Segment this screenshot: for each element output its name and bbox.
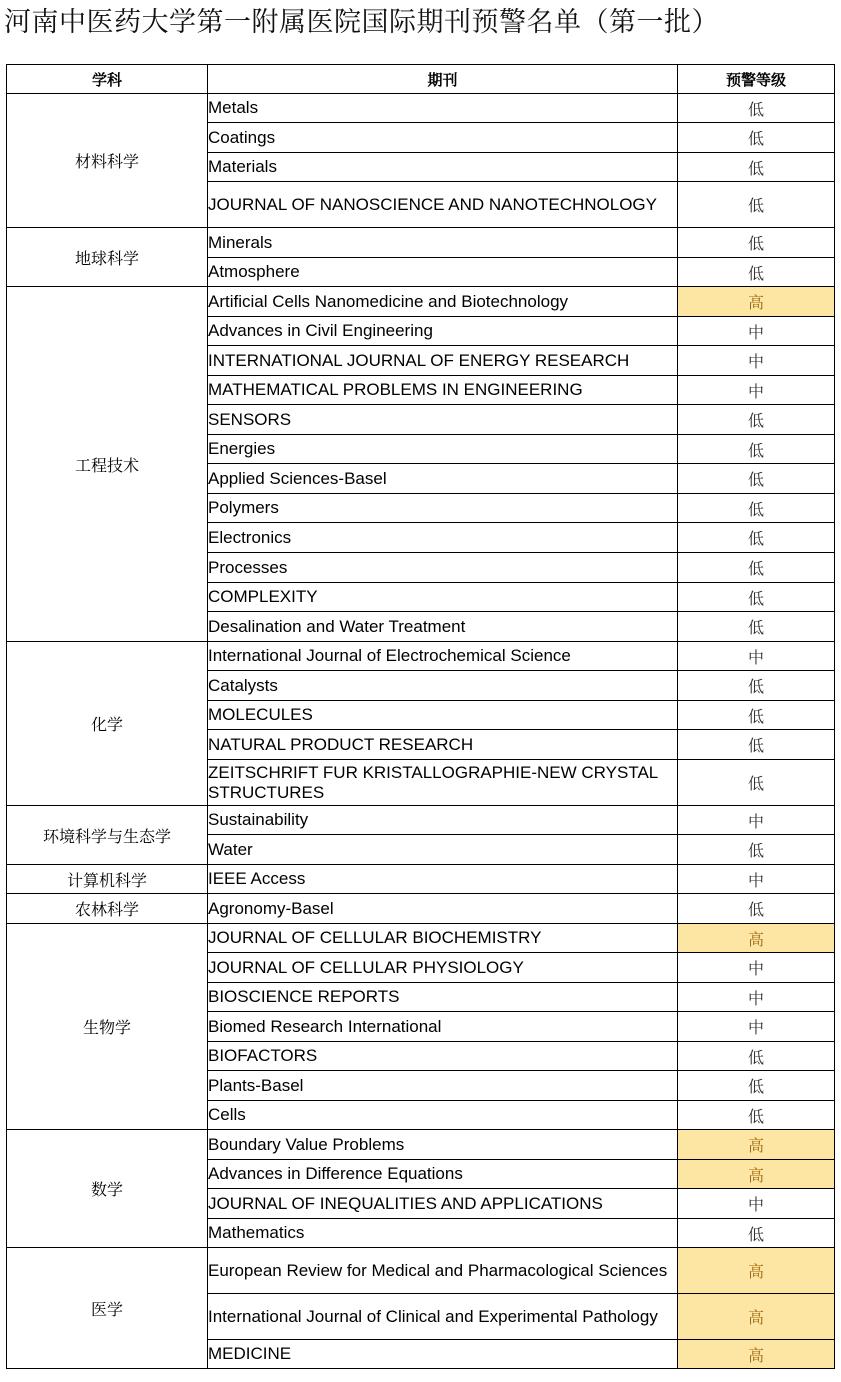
journal-cell: Applied Sciences-Basel [208, 464, 678, 494]
journal-cell: Water [208, 835, 678, 865]
journal-cell: SENSORS [208, 405, 678, 435]
table-row [7, 865, 835, 894]
journal-cell: Advances in Civil Engineering [208, 317, 678, 346]
journal-cell: Mathematics [208, 1219, 678, 1248]
journal-cell: Plants-Basel [208, 1071, 678, 1101]
subject-cell: 化学 [7, 642, 208, 806]
journal-cell: Cells [208, 1101, 678, 1130]
subject-cell: 环境科学与生态学 [7, 806, 208, 865]
subject-cell: 数学 [7, 1130, 208, 1248]
warning-level-cell: 低 [678, 553, 835, 583]
journal-cell: Electronics [208, 523, 678, 553]
subject-cell: 计算机科学 [7, 865, 208, 894]
warning-level-cell: 高 [678, 924, 835, 953]
table-row [7, 806, 835, 835]
subject-cell: 材料科学 [7, 94, 208, 228]
journal-cell: Metals [208, 94, 678, 123]
table-row [7, 1248, 835, 1294]
warning-level-cell: 低 [678, 435, 835, 464]
table-row [7, 924, 835, 953]
warning-level-cell: 低 [678, 405, 835, 435]
subject-cell: 地球科学 [7, 228, 208, 287]
warning-level-cell: 高 [678, 1294, 835, 1340]
warning-level-cell: 低 [678, 464, 835, 494]
warning-level-cell: 高 [678, 287, 835, 317]
warning-level-cell: 低 [678, 835, 835, 865]
journal-cell: European Review for Medical and Pharmacological Sciences [208, 1248, 678, 1294]
warning-level-cell: 中 [678, 346, 835, 376]
warning-level-cell: 低 [678, 182, 835, 228]
warning-level-cell: 低 [678, 494, 835, 523]
table-row [7, 287, 835, 317]
journal-cell: INTERNATIONAL JOURNAL OF ENERGY RESEARCH [208, 346, 678, 376]
table-row [7, 228, 835, 258]
journal-cell: Energies [208, 435, 678, 464]
table-row [7, 642, 835, 671]
warning-level-cell: 中 [678, 953, 835, 983]
warning-level-cell: 低 [678, 123, 835, 153]
journal-cell: International Journal of Clinical and Experimental Pathology [208, 1294, 678, 1340]
warning-level-cell: 中 [678, 317, 835, 346]
journal-cell: JOURNAL OF CELLULAR BIOCHEMISTRY [208, 924, 678, 953]
journal-cell: BIOFACTORS [208, 1042, 678, 1071]
table-row [7, 1130, 835, 1160]
subject-cell: 医学 [7, 1248, 208, 1369]
warning-level-cell: 低 [678, 701, 835, 730]
journal-cell: JOURNAL OF CELLULAR PHYSIOLOGY [208, 953, 678, 983]
warning-level-cell: 低 [678, 1071, 835, 1101]
table-row [7, 94, 835, 123]
journal-cell: Minerals [208, 228, 678, 258]
journal-cell: MATHEMATICAL PROBLEMS IN ENGINEERING [208, 376, 678, 405]
warning-level-cell: 低 [678, 671, 835, 701]
warning-level-cell: 低 [678, 612, 835, 642]
journal-cell: Desalination and Water Treatment [208, 612, 678, 642]
journal-cell: Catalysts [208, 671, 678, 701]
warning-level-cell: 低 [678, 894, 835, 924]
journal-cell: Polymers [208, 494, 678, 523]
journal-warning-table [6, 64, 835, 1369]
warning-level-cell: 中 [678, 376, 835, 405]
warning-level-cell: 低 [678, 730, 835, 760]
warning-level-cell: 低 [678, 1042, 835, 1071]
warning-level-cell: 低 [678, 228, 835, 258]
journal-cell: Atmosphere [208, 258, 678, 287]
warning-level-cell: 中 [678, 865, 835, 894]
warning-level-cell: 低 [678, 1101, 835, 1130]
warning-level-cell: 中 [678, 806, 835, 835]
header-subject: 学科 [7, 65, 208, 94]
warning-level-cell: 低 [678, 258, 835, 287]
journal-cell: IEEE Access [208, 865, 678, 894]
journal-cell: Advances in Difference Equations [208, 1160, 678, 1189]
journal-cell: Materials [208, 153, 678, 182]
warning-level-cell: 高 [678, 1160, 835, 1189]
journal-cell: JOURNAL OF INEQUALITIES AND APPLICATIONS [208, 1189, 678, 1219]
journal-cell: MOLECULES [208, 701, 678, 730]
warning-level-cell: 中 [678, 1012, 835, 1042]
table-body [7, 94, 835, 1369]
journal-cell: International Journal of Electrochemical Science [208, 642, 678, 671]
warning-level-cell: 低 [678, 760, 835, 806]
journal-cell: Artificial Cells Nanomedicine and Biotechnology [208, 287, 678, 317]
journal-cell: Coatings [208, 123, 678, 153]
warning-level-cell: 中 [678, 983, 835, 1012]
journal-cell: Boundary Value Problems [208, 1130, 678, 1160]
journal-cell: JOURNAL OF NANOSCIENCE AND NANOTECHNOLOGY [208, 182, 678, 228]
journal-cell: Biomed Research International [208, 1012, 678, 1042]
page-title: 河南中医药大学第一附属医院国际期刊预警名单（第一批） [4, 7, 719, 38]
warning-level-cell: 低 [678, 1219, 835, 1248]
journal-cell: Sustainability [208, 806, 678, 835]
warning-level-cell: 低 [678, 94, 835, 123]
journal-cell: BIOSCIENCE REPORTS [208, 983, 678, 1012]
journal-cell: Agronomy-Basel [208, 894, 678, 924]
subject-cell: 工程技术 [7, 287, 208, 642]
header-level: 预警等级 [678, 65, 835, 94]
journal-cell: MEDICINE [208, 1340, 678, 1369]
journal-cell: NATURAL PRODUCT RESEARCH [208, 730, 678, 760]
subject-cell: 生物学 [7, 924, 208, 1130]
warning-level-cell: 高 [678, 1248, 835, 1294]
warning-level-cell: 中 [678, 1189, 835, 1219]
warning-level-cell: 低 [678, 153, 835, 182]
warning-level-cell: 低 [678, 523, 835, 553]
warning-level-cell: 低 [678, 583, 835, 612]
journal-cell: ZEITSCHRIFT FUR KRISTALLOGRAPHIE-NEW CRYSTAL STRUCTURES [208, 760, 678, 806]
warning-level-cell: 高 [678, 1340, 835, 1369]
journal-cell: Processes [208, 553, 678, 583]
journal-cell: COMPLEXITY [208, 583, 678, 612]
warning-level-cell: 中 [678, 642, 835, 671]
header-journal: 期刊 [208, 65, 678, 94]
subject-cell: 农林科学 [7, 894, 208, 924]
table-header-row [7, 65, 835, 94]
warning-level-cell: 高 [678, 1130, 835, 1160]
table-row [7, 894, 835, 924]
